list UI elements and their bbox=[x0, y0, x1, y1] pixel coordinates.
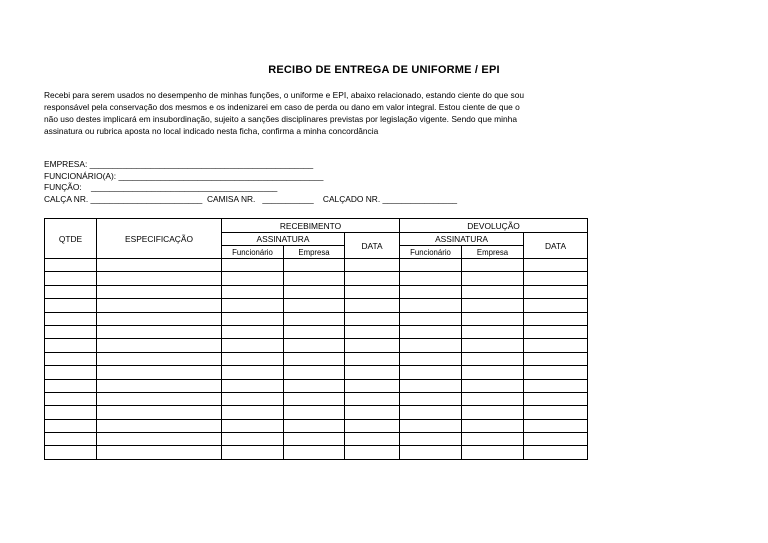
dev-funcionario-cell[interactable] bbox=[400, 392, 462, 405]
dev-data-cell[interactable] bbox=[524, 419, 588, 432]
especificacao-cell[interactable] bbox=[97, 379, 222, 392]
especificacao-cell[interactable] bbox=[97, 366, 222, 379]
rec-data-cell[interactable] bbox=[345, 406, 400, 419]
qtde-cell[interactable] bbox=[45, 299, 97, 312]
dev-funcionario-cell[interactable] bbox=[400, 272, 462, 285]
rec-empresa-cell[interactable] bbox=[284, 433, 345, 446]
dev-data-cell[interactable] bbox=[524, 339, 588, 352]
dev-empresa-cell[interactable] bbox=[462, 325, 524, 338]
rec-funcionario-cell[interactable] bbox=[222, 379, 284, 392]
table-row bbox=[45, 392, 588, 405]
dev-data-cell[interactable] bbox=[524, 433, 588, 446]
rec-data-cell[interactable] bbox=[345, 419, 400, 432]
header-devolucao: DEVOLUÇÃO bbox=[400, 219, 588, 233]
rec-data-cell[interactable] bbox=[345, 352, 400, 365]
rec-data-cell[interactable] bbox=[345, 446, 400, 459]
header-recebimento-data: DATA bbox=[345, 233, 400, 259]
rec-data-cell[interactable] bbox=[345, 312, 400, 325]
rec-funcionario-cell[interactable] bbox=[222, 272, 284, 285]
rec-funcionario-cell[interactable] bbox=[222, 392, 284, 405]
table-row bbox=[45, 446, 588, 459]
dev-empresa-cell[interactable] bbox=[462, 392, 524, 405]
rec-funcionario-cell[interactable] bbox=[222, 419, 284, 432]
header-devolucao-assinatura: ASSINATURA bbox=[400, 233, 524, 246]
especificacao-cell[interactable] bbox=[97, 406, 222, 419]
qtde-cell[interactable] bbox=[45, 419, 97, 432]
calca-field[interactable]: CALÇA NR. ________________________ bbox=[44, 193, 203, 204]
header-recebimento: RECEBIMENTO bbox=[222, 219, 400, 233]
qtde-cell[interactable] bbox=[45, 272, 97, 285]
qtde-cell[interactable] bbox=[45, 339, 97, 352]
dev-empresa-cell[interactable] bbox=[462, 312, 524, 325]
table-row bbox=[45, 259, 588, 272]
rec-empresa-cell[interactable] bbox=[284, 379, 345, 392]
dev-funcionario-cell[interactable] bbox=[400, 433, 462, 446]
dev-empresa-cell[interactable] bbox=[462, 419, 524, 432]
dev-funcionario-cell[interactable] bbox=[400, 446, 462, 459]
especificacao-cell[interactable] bbox=[97, 392, 222, 405]
rec-funcionario-cell[interactable] bbox=[222, 299, 284, 312]
rec-funcionario-cell[interactable] bbox=[222, 446, 284, 459]
dev-empresa-cell[interactable] bbox=[462, 259, 524, 272]
table-row bbox=[45, 339, 588, 352]
rec-data-cell[interactable] bbox=[345, 299, 400, 312]
rec-empresa-cell[interactable] bbox=[284, 299, 345, 312]
table-row bbox=[45, 433, 588, 446]
table-row bbox=[45, 366, 588, 379]
dev-funcionario-cell[interactable] bbox=[400, 339, 462, 352]
table-row bbox=[45, 299, 588, 312]
dev-empresa-cell[interactable] bbox=[462, 446, 524, 459]
rec-data-cell[interactable] bbox=[345, 325, 400, 338]
rec-data-cell[interactable] bbox=[345, 339, 400, 352]
especificacao-cell[interactable] bbox=[97, 325, 222, 338]
rec-data-cell[interactable] bbox=[345, 392, 400, 405]
dev-data-cell[interactable] bbox=[524, 312, 588, 325]
header-devolucao-funcionario: Funcionário bbox=[400, 246, 462, 259]
rec-empresa-cell[interactable] bbox=[284, 446, 345, 459]
especificacao-cell[interactable] bbox=[97, 352, 222, 365]
rec-empresa-cell[interactable] bbox=[284, 259, 345, 272]
rec-data-cell[interactable] bbox=[345, 379, 400, 392]
rec-funcionario-cell[interactable] bbox=[222, 259, 284, 272]
dev-data-cell[interactable] bbox=[524, 352, 588, 365]
qtde-cell[interactable] bbox=[45, 392, 97, 405]
rec-data-cell[interactable] bbox=[345, 272, 400, 285]
table-row bbox=[45, 352, 588, 365]
dev-data-cell[interactable] bbox=[524, 259, 588, 272]
calcado-field[interactable]: CALÇADO NR. ________________ bbox=[322, 193, 458, 204]
dev-empresa-cell[interactable] bbox=[462, 352, 524, 365]
rec-empresa-cell[interactable] bbox=[284, 419, 345, 432]
rec-data-cell[interactable] bbox=[345, 259, 400, 272]
dev-empresa-cell[interactable] bbox=[462, 433, 524, 446]
dev-funcionario-cell[interactable] bbox=[400, 379, 462, 392]
dev-data-cell[interactable] bbox=[524, 446, 588, 459]
rec-funcionario-cell[interactable] bbox=[222, 352, 284, 365]
camisa-field[interactable]: CAMISA NR. ___________ bbox=[206, 193, 314, 204]
table-row bbox=[45, 325, 588, 338]
header-devolucao-empresa: Empresa bbox=[462, 246, 524, 259]
qtde-cell[interactable] bbox=[45, 433, 97, 446]
dev-funcionario-cell[interactable] bbox=[400, 325, 462, 338]
dev-data-cell[interactable] bbox=[524, 272, 588, 285]
table-row bbox=[45, 312, 588, 325]
sizes-line bbox=[44, 194, 457, 206]
qtde-cell[interactable] bbox=[45, 285, 97, 298]
dev-funcionario-cell[interactable] bbox=[400, 406, 462, 419]
rec-empresa-cell[interactable] bbox=[284, 406, 345, 419]
especificacao-cell[interactable] bbox=[97, 419, 222, 432]
header-devolucao-data: DATA bbox=[524, 233, 588, 259]
qtde-cell[interactable] bbox=[45, 366, 97, 379]
especificacao-cell[interactable] bbox=[97, 259, 222, 272]
qtde-cell[interactable] bbox=[45, 259, 97, 272]
especificacao-cell[interactable] bbox=[97, 299, 222, 312]
rec-empresa-cell[interactable] bbox=[284, 339, 345, 352]
rec-empresa-cell[interactable] bbox=[284, 392, 345, 405]
qtde-cell[interactable] bbox=[45, 312, 97, 325]
rec-data-cell[interactable] bbox=[345, 285, 400, 298]
dev-data-cell[interactable] bbox=[524, 379, 588, 392]
rec-funcionario-cell[interactable] bbox=[222, 312, 284, 325]
dev-funcionario-cell[interactable] bbox=[400, 259, 462, 272]
funcionario-field[interactable]: FUNCIONÁRIO(A): ____________________________________________ bbox=[44, 170, 324, 181]
rec-funcionario-cell[interactable] bbox=[222, 366, 284, 379]
form-fields bbox=[44, 159, 457, 205]
especificacao-cell[interactable] bbox=[97, 272, 222, 285]
dev-data-cell[interactable] bbox=[524, 366, 588, 379]
epi-delivery-table bbox=[44, 218, 588, 460]
rec-funcionario-cell[interactable] bbox=[222, 433, 284, 446]
rec-data-cell[interactable] bbox=[345, 433, 400, 446]
dev-empresa-cell[interactable] bbox=[462, 366, 524, 379]
dev-data-cell[interactable] bbox=[524, 285, 588, 298]
header-recebimento-funcionario: Funcionário bbox=[222, 246, 284, 259]
table-body bbox=[45, 259, 588, 460]
rec-empresa-cell[interactable] bbox=[284, 352, 345, 365]
especificacao-cell[interactable] bbox=[97, 312, 222, 325]
rec-empresa-cell[interactable] bbox=[284, 312, 345, 325]
rec-funcionario-cell[interactable] bbox=[222, 325, 284, 338]
dev-data-cell[interactable] bbox=[524, 406, 588, 419]
rec-empresa-cell[interactable] bbox=[284, 285, 345, 298]
table-row bbox=[45, 419, 588, 432]
rec-empresa-cell[interactable] bbox=[284, 325, 345, 338]
dev-funcionario-cell[interactable] bbox=[400, 419, 462, 432]
qtde-cell[interactable] bbox=[45, 325, 97, 338]
dev-funcionario-cell[interactable] bbox=[400, 352, 462, 365]
dev-empresa-cell[interactable] bbox=[462, 339, 524, 352]
rec-funcionario-cell[interactable] bbox=[222, 406, 284, 419]
header-especificacao: ESPECIFICAÇÃO bbox=[97, 219, 222, 259]
dev-data-cell[interactable] bbox=[524, 299, 588, 312]
qtde-cell[interactable] bbox=[45, 406, 97, 419]
rec-data-cell[interactable] bbox=[345, 366, 400, 379]
dev-empresa-cell[interactable] bbox=[462, 379, 524, 392]
especificacao-cell[interactable] bbox=[97, 285, 222, 298]
table-row bbox=[45, 379, 588, 392]
qtde-cell[interactable] bbox=[45, 352, 97, 365]
rec-empresa-cell[interactable] bbox=[284, 272, 345, 285]
funcao-field[interactable]: FUNÇÃO: ________________________________________ bbox=[44, 182, 278, 192]
document-title: RECIBO DE ENTREGA DE UNIFORME / EPI bbox=[268, 64, 500, 76]
especificacao-cell[interactable] bbox=[97, 339, 222, 352]
header-qtde: QTDE bbox=[45, 219, 97, 259]
empresa-field[interactable]: EMPRESA: ________________________________________________ bbox=[44, 159, 314, 169]
qtde-cell[interactable] bbox=[45, 379, 97, 392]
declaration-paragraph: Recebi para serem usados no desempenho de minhas funções, o uniforme e EPI, abaixo relacionado, estando ciente do que sou responsável pela conservação dos mesmos e os indenizarei em caso de perda ou dano em valor integral. Estou ciente de que o não uso destes implicará em insubordinação, sujeito a sanções disciplinares previstas por legislação vigente. Sendo que minha assinatura ou rubrica aposta no local indicado nesta ficha, confirma a minha concordância bbox=[44, 90, 525, 136]
dev-funcionario-cell[interactable] bbox=[400, 312, 462, 325]
especificacao-cell[interactable] bbox=[97, 433, 222, 446]
header-recebimento-empresa: Empresa bbox=[284, 246, 345, 259]
dev-data-cell[interactable] bbox=[524, 325, 588, 338]
rec-funcionario-cell[interactable] bbox=[222, 339, 284, 352]
dev-data-cell[interactable] bbox=[524, 392, 588, 405]
dev-funcionario-cell[interactable] bbox=[400, 299, 462, 312]
qtde-cell[interactable] bbox=[45, 446, 97, 459]
table-row bbox=[45, 272, 588, 285]
table-row bbox=[45, 285, 588, 298]
dev-funcionario-cell[interactable] bbox=[400, 285, 462, 298]
header-recebimento-assinatura: ASSINATURA bbox=[222, 233, 345, 246]
rec-empresa-cell[interactable] bbox=[284, 366, 345, 379]
dev-empresa-cell[interactable] bbox=[462, 285, 524, 298]
dev-empresa-cell[interactable] bbox=[462, 406, 524, 419]
dev-empresa-cell[interactable] bbox=[462, 299, 524, 312]
rec-funcionario-cell[interactable] bbox=[222, 285, 284, 298]
table-row bbox=[45, 406, 588, 419]
dev-empresa-cell[interactable] bbox=[462, 272, 524, 285]
dev-funcionario-cell[interactable] bbox=[400, 366, 462, 379]
especificacao-cell[interactable] bbox=[97, 446, 222, 459]
